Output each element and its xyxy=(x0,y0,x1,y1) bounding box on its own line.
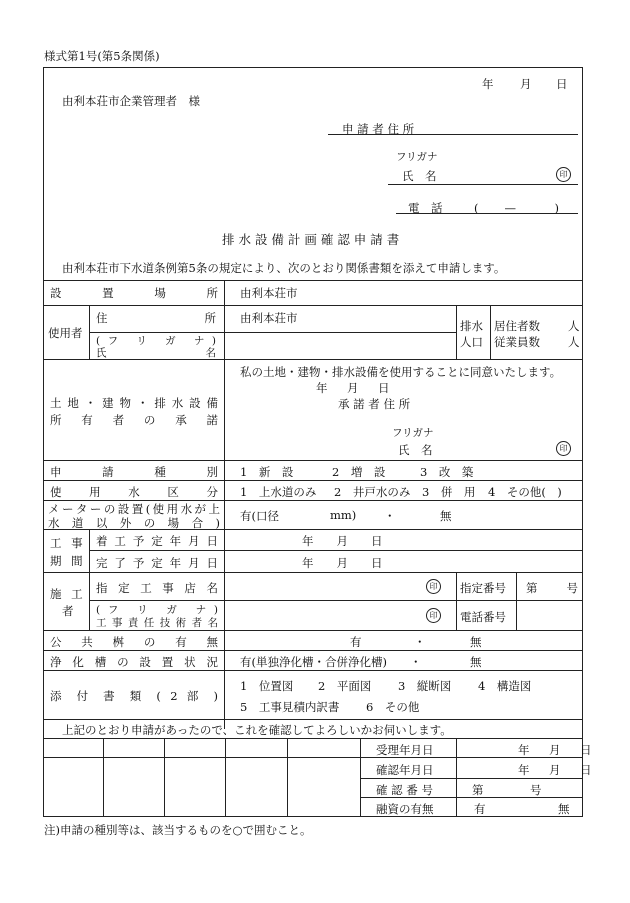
attachment-other: 6 その他 xyxy=(366,700,420,714)
form-title: 排 水 設 備 計 画 確 認 申 請 書 xyxy=(222,232,400,247)
user-label: 使用者 xyxy=(48,326,83,340)
manhole-label: 公 共 桝 の 有 無 xyxy=(50,635,218,649)
apply-type-expand: 2 増 設 xyxy=(332,465,386,479)
received-date-value: 年 月 日 xyxy=(518,743,596,757)
user-furigana-label: (フ リ ガ ナ) xyxy=(96,335,216,347)
shop-name-label: 指 定 工 事 店 名 xyxy=(96,581,218,595)
applicant-address-line xyxy=(328,134,578,135)
financing-label: 融資の有無 xyxy=(376,802,434,816)
applicant-seal-icon: 印 xyxy=(556,167,571,182)
contractor-label-2: 者 xyxy=(62,604,74,618)
designated-number-value: 第 号 xyxy=(526,581,580,595)
confirmed-date-label: 確認年月日 xyxy=(376,763,434,777)
date-month: 月 xyxy=(520,77,532,91)
financing-yes: 有 xyxy=(474,802,486,816)
attachment-plan: 2 平面図 xyxy=(318,679,372,693)
footnote: 注)申請の種別等は、該当するものを○で囲むこと。 xyxy=(44,823,312,837)
meter-no: 無 xyxy=(440,509,452,523)
meter-yes: 有(口径 xyxy=(240,509,279,523)
residents-unit: 人 xyxy=(568,319,580,333)
meter-dot: ・ xyxy=(384,509,396,523)
manhole-dot: ・ xyxy=(414,635,426,649)
meter-unit: mm) xyxy=(330,508,357,522)
consent-date: 年 月 日 xyxy=(316,381,394,395)
meter-label-1: メーターの設置(使用水が上 xyxy=(48,502,220,516)
attachment-structure: 4 構造図 xyxy=(478,679,532,693)
attachments-label: 添 付 書 類 ( 2 部 ) xyxy=(50,689,218,703)
water-type-other: 4 その他( ) xyxy=(488,485,562,499)
drain-population-label-1: 排水 xyxy=(460,319,483,333)
apply-type-label: 申 請 種 別 xyxy=(50,465,218,479)
drain-population-label-2: 人口 xyxy=(460,335,483,349)
consenter-address-label: 承 諾 者 住 所 xyxy=(338,397,411,411)
addressee: 由利本荘市企業管理者 様 xyxy=(62,94,200,108)
engineer-furigana-label: (フ リ ガ ナ) xyxy=(96,604,218,616)
location-label: 設 置 場 所 xyxy=(50,286,218,300)
manhole-no: 無 xyxy=(470,635,482,649)
shop-seal-icon: 印 xyxy=(426,579,441,594)
applicant-name-line xyxy=(388,184,578,185)
end-date-value: 年 月 日 xyxy=(302,556,383,570)
applicant-name-label: 氏 名 xyxy=(402,169,437,183)
attachment-profile: 3 縦断図 xyxy=(398,679,452,693)
received-date-label: 受理年月日 xyxy=(376,743,434,757)
consenter-furigana-label: フリガナ xyxy=(392,427,434,439)
employees-unit: 人 xyxy=(568,335,580,349)
period-label-2: 期 間 xyxy=(50,554,86,568)
start-date-value: 年 月 日 xyxy=(302,534,383,548)
contractor-label-1: 施 工 xyxy=(50,587,86,601)
manhole-yes: 有 xyxy=(350,635,362,649)
designated-number-label: 指定番号 xyxy=(460,581,506,595)
engineer-seal-icon: 印 xyxy=(426,608,441,623)
applicant-phone-value: ( — ) xyxy=(474,201,560,215)
applicant-address-label: 申 請 者 住 所 xyxy=(342,122,415,136)
apply-type-rebuild: 3 改 築 xyxy=(420,465,474,479)
consent-label-2: 所 有 者 の 承 諾 xyxy=(50,413,218,427)
confirmed-date-value: 年 月 日 xyxy=(518,763,596,777)
user-name-label: 氏 名 xyxy=(96,347,216,359)
attachment-estimate: 5 工事見積内訳書 xyxy=(240,700,340,714)
start-date-label: 着 工 予 定 年 月 日 xyxy=(96,534,218,548)
phone-number-label: 電話番号 xyxy=(460,610,506,624)
applicant-furigana-label: フリガナ xyxy=(396,151,438,163)
location-value: 由利本荘市 xyxy=(240,286,298,300)
end-date-label: 完 了 予 定 年 月 日 xyxy=(96,556,218,570)
water-type-tap: 1 上水道のみ xyxy=(240,485,317,499)
confirm-number-value: 第 号 xyxy=(472,783,545,797)
apply-type-new: 1 新 設 xyxy=(240,465,294,479)
consent-statement: 私の土地・建物・排水設備を使用することに同意いたします。 xyxy=(240,365,562,379)
consenter-name-label: 氏 名 xyxy=(398,443,433,457)
engineer-name-label: 工事責任技術者名 xyxy=(96,617,218,629)
applicant-phone-line xyxy=(396,213,578,214)
water-type-label: 使 用 水 区 分 xyxy=(50,485,218,499)
meter-label-2: 水 道 以 外 の 場 合 ) xyxy=(48,516,220,530)
attachment-location-map: 1 位置図 xyxy=(240,679,294,693)
user-address-label: 住 所 xyxy=(96,311,216,325)
date-year: 年 xyxy=(482,77,494,91)
septic-no: 無 xyxy=(470,655,482,669)
septic-dot: ・ xyxy=(410,655,422,669)
financing-no: 無 xyxy=(558,802,570,816)
consent-label-1: 土地・建物・排水設備 xyxy=(50,396,218,410)
septic-yes: 有(単独浄化槽・合併浄化槽) xyxy=(240,655,387,669)
intro-text: 由利本荘市下水道条例第5条の規定により、次のとおり関係書類を添えて申請します。 xyxy=(62,261,506,275)
confirm-note: 上記のとおり申請があったので、これを確認してよろしいかお伺いします。 xyxy=(62,723,452,737)
period-label-1: 工 事 xyxy=(50,536,86,550)
septic-label: 浄化槽の設置状況 xyxy=(50,655,218,669)
date-day: 日 xyxy=(556,77,568,91)
water-type-both: 3 併 用 xyxy=(422,485,476,499)
residents-label: 居住者数 xyxy=(494,319,540,333)
applicant-phone-label: 電 話 xyxy=(408,201,443,215)
confirm-number-label: 確 認 番 号 xyxy=(376,783,433,797)
water-type-well: 2 井戸水のみ xyxy=(334,485,411,499)
consenter-seal-icon: 印 xyxy=(556,441,571,456)
employees-label: 従業員数 xyxy=(494,335,540,349)
user-address-value: 由利本荘市 xyxy=(240,311,298,325)
form-number: 様式第1号(第5条関係) xyxy=(44,49,160,63)
